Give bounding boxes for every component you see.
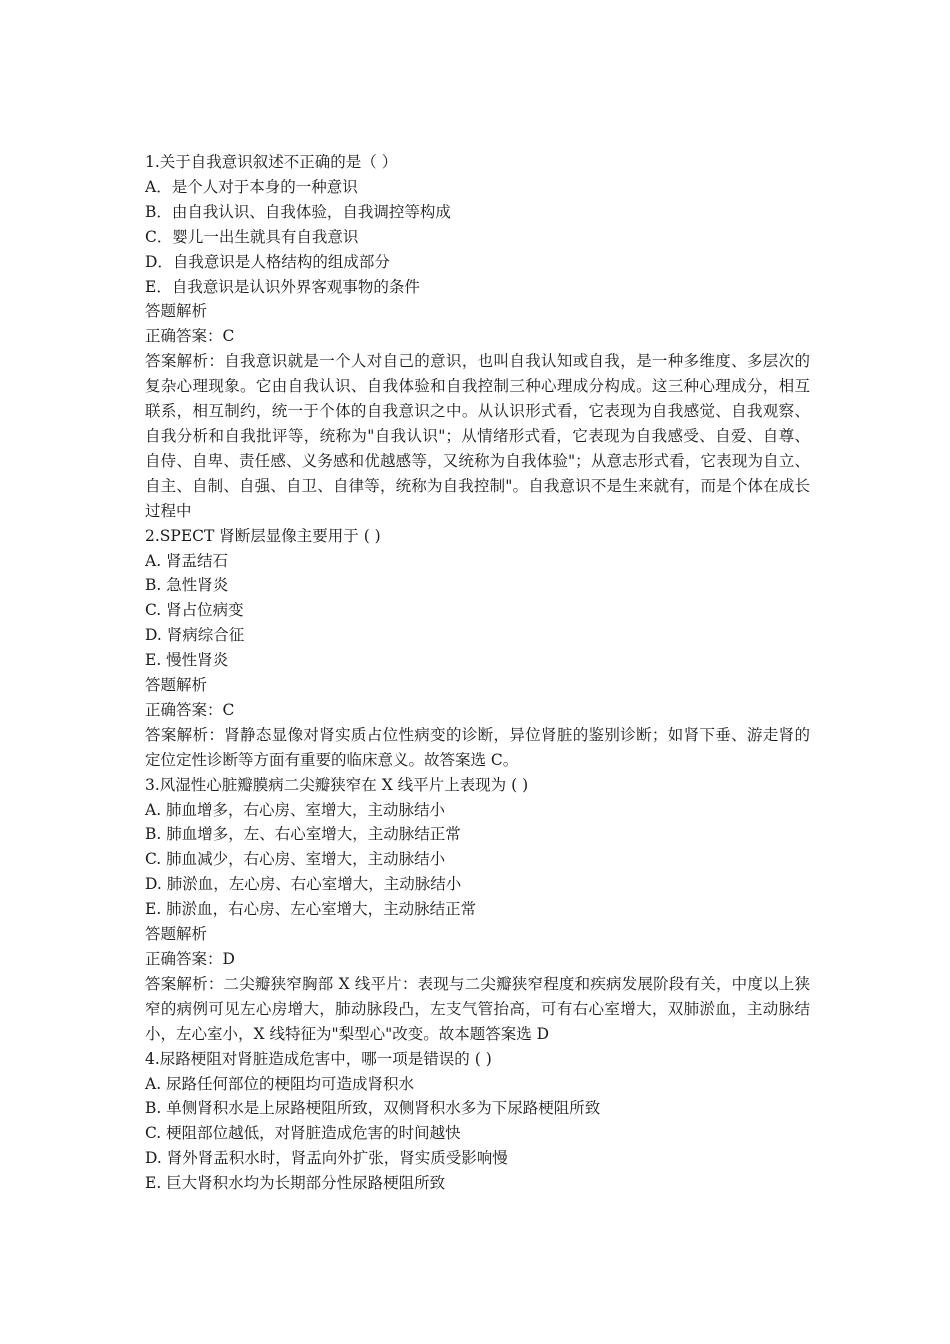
question-3-option-a: A. 肺血增多，右心房、室增大，主动脉结小 — [145, 800, 446, 819]
question-3-title: 3.风湿性心脏瓣膜病二尖瓣狭窄在 X 线平片上表现为 ( ) — [145, 775, 529, 794]
question-1-option-d: D．自我意识是人格结构的组成部分 — [145, 252, 390, 271]
question-4-title: 4.尿路梗阻对肾脏造成危害中，哪一项是错误的 ( ) — [145, 1049, 492, 1068]
question-3-answer: 正确答案：D — [145, 950, 235, 968]
question-1-answer: 正确答案：C — [145, 327, 235, 346]
question-4-option-e: E. 巨大肾积水均为长期部分性尿路梗阻所致 — [145, 1174, 446, 1193]
question-1-analysis-heading: 答题解析 — [145, 302, 208, 321]
question-3-option-c: C. 肺血减少，右心房、室增大，主动脉结小 — [145, 850, 446, 869]
question-4-option-a: A. 尿路任何部位的梗阻均可造成肾积水 — [145, 1074, 415, 1093]
question-1-option-a: A．是个人对于本身的一种意识 — [145, 177, 358, 196]
question-2-option-d: D. 肾病综合征 — [145, 626, 245, 645]
question-2-explanation: 答案解析：肾静态显像对肾实质占位性病变的诊断，异位肾脏的鉴别诊断；如肾下垂、游走肾的定位定性诊断等方面有重要的临床意义。故答案选 C。 — [145, 725, 810, 769]
question-4-option-d: D. 肾外肾盂积水时，肾盂向外扩张，肾实质受影响慢 — [145, 1149, 508, 1168]
question-2-option-e: E. 慢性肾炎 — [145, 651, 229, 670]
question-2-answer: 正确答案：C — [145, 700, 235, 719]
question-3-explanation: 答案解析：二尖瓣狭窄胸部 X 线平片：表现与二尖瓣狭窄程度和疾病发展阶段有关，中度以上狭窄的病例可见左心房增大，肺动脉段凸，左支气管抬高，可有右心室增大，双肺淤血，主动脉结小，左心室小，X 线特征为"梨型心"改变。故本题答案选 D — [145, 974, 810, 1043]
question-3-option-b: B. 肺血增多，左、右心室增大，主动脉结正常 — [145, 825, 461, 844]
question-3-option-e: E. 肺淤血，右心房、左心室增大，主动脉结正常 — [145, 900, 477, 919]
question-1-title: 1.关于自我意识叙述不正确的是（ ） — [145, 153, 398, 171]
question-1-option-c: C．婴儿一出生就具有自我意识 — [145, 227, 359, 246]
document-content — [145, 150, 810, 1196]
question-2-option-a: A. 肾盂结石 — [145, 551, 229, 570]
question-3-option-d: D. 肺淤血，左心房、右心室增大，主动脉结小 — [145, 875, 462, 894]
question-1-explanation: 答案解析：自我意识就是一个人对自己的意识，也叫自我认知或自我，是一种多维度、多层次的复杂心理现象。它由自我认识、自我体验和自我控制三种心理成分构成。这三种心理成分，相互联系，相互制约，统一于个体的自我意识之中。从认识形式看，它表现为自我感觉、自我观察、自我分析和自我批评等，统称为"自我认识"；从情绪形式看，它表现为自我感受、自爱、自尊、自侍、自卑、责任感、义务感和优越感等，又统称为自我体验"；从意志形式看，它表现为自立、自主、自制、自强、自卫、自律等，统称为自我控制"。自我意识不是生来就有，而是个体在成长过程中 — [145, 352, 810, 520]
question-4-option-c: C. 梗阻部位越低，对肾脏造成危害的时间越快 — [145, 1124, 461, 1143]
question-2-option-b: B. 急性肾炎 — [145, 576, 229, 595]
question-2-title: 2.SPECT 肾断层显像主要用于 ( ) — [145, 526, 381, 545]
question-2-option-c: C. 肾占位病变 — [145, 601, 244, 620]
question-3-analysis-heading: 答题解析 — [145, 925, 208, 944]
question-4-option-b: B. 单侧肾积水是上尿路梗阻所致，双侧肾积水多为下尿路梗阻所致 — [145, 1099, 601, 1118]
question-1-option-e: E．自我意识是认识外界客观事物的条件 — [145, 277, 420, 296]
question-1-option-b: B．由自我认识、自我体验，自我调控等构成 — [145, 202, 451, 221]
question-2-analysis-heading: 答题解析 — [145, 676, 208, 695]
